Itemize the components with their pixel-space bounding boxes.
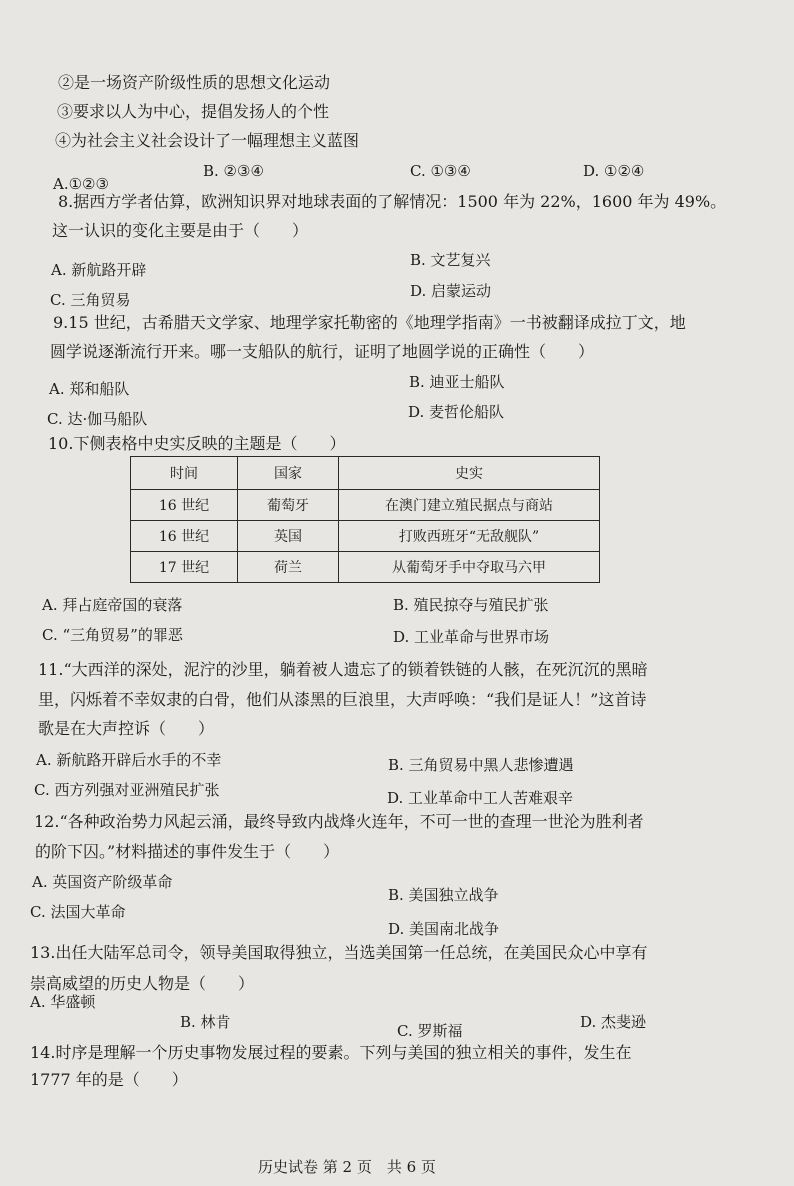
history-facts-table — [130, 456, 600, 583]
cell-time: 16 世纪 — [131, 521, 238, 552]
cell-country: 葡萄牙 — [238, 490, 339, 521]
q11-option-a: A. 新航路开辟后水手的不幸 — [36, 751, 222, 769]
q7-option-b: B. ②③④ — [203, 162, 264, 180]
q14-stem-line1: 14.时序是理解一个历史事物发展过程的要素。下列与美国的独立相关的事件，发生在 — [30, 1043, 632, 1062]
cell-fact: 打败西班牙“无敌舰队” — [339, 521, 600, 552]
q9-option-c: C. 达·伽马船队 — [47, 410, 148, 428]
q12-option-a: A. 英国资产阶级革命 — [32, 873, 173, 891]
q11-option-b: B. 三角贸易中黑人悲惨遭遇 — [388, 756, 574, 774]
q14-stem-line2: 1777 年的是（ ） — [30, 1070, 188, 1089]
q9-option-d: D. 麦哲伦船队 — [408, 403, 505, 421]
q12-option-d: D. 美国南北战争 — [388, 920, 500, 938]
q13-option-d: D. 杰斐逊 — [580, 1013, 647, 1031]
table-header-row — [131, 457, 600, 490]
cell-time: 16 世纪 — [131, 490, 238, 521]
cell-fact: 从葡萄牙手中夺取马六甲 — [339, 552, 600, 583]
q10-option-a: A. 拜占庭帝国的衰落 — [42, 596, 183, 614]
q12-option-c: C. 法国大革命 — [30, 903, 126, 921]
q11-stem-line3: 歌是在大声控诉（ ） — [38, 719, 215, 738]
q9-stem-line2: 圆学说逐渐流行开来。哪一支船队的航行，证明了地圆学说的正确性（ ） — [50, 342, 595, 361]
q13-option-b: B. 林肯 — [180, 1013, 231, 1031]
q13-stem-line1: 13.出任大陆军总司令，领导美国取得独立，当选美国第一任总统，在美国民众心中享有 — [30, 943, 648, 962]
table-row — [131, 521, 600, 552]
q12-option-b: B. 美国独立战争 — [388, 886, 499, 904]
q8-option-c: C. 三角贸易 — [50, 291, 131, 309]
header-country: 国家 — [238, 457, 339, 490]
q7-option-c: C. ①③④ — [410, 162, 471, 180]
q12-stem-line2: 的阶下囚。”材料描述的事件发生于（ ） — [35, 842, 340, 861]
q10-option-c: C. “三角贸易”的罪恶 — [42, 626, 183, 644]
option-statement-4: ④为社会主义社会设计了一幅理想主义蓝图 — [55, 131, 360, 150]
q13-option-a: A. 华盛顿 — [30, 993, 96, 1011]
page-footer: 历史试卷 第 2 页 共 6 页 — [258, 1158, 436, 1176]
q12-stem-line1: 12.“各种政治势力风起云涌，最终导致内战烽火连年，不可一世的查理一世沦为胜利者 — [34, 812, 644, 831]
q11-stem-line1: 11.“大西洋的深处，泥泞的沙里，躺着被人遗忘了的锁着铁链的人骸，在死沉沉的黑暗 — [38, 660, 648, 679]
q10-stem: 10.下侧表格中史实反映的主题是（ ） — [48, 434, 346, 453]
q11-option-d: D. 工业革命中工人苦难艰辛 — [387, 789, 574, 807]
q8-stem-line1: 8.据西方学者估算，欧洲知识界对地球表面的了解情况：1500 年为 22%，1600 年为 49%。 — [58, 192, 727, 211]
cell-time: 17 世纪 — [131, 552, 238, 583]
q8-option-b: B. 文艺复兴 — [410, 251, 491, 269]
cell-fact: 在澳门建立殖民据点与商站 — [339, 490, 600, 521]
option-statement-2: ②是一场资产阶级性质的思想文化运动 — [58, 73, 331, 92]
header-fact: 史实 — [339, 457, 600, 490]
q9-option-a: A. 郑和船队 — [49, 380, 130, 398]
q7-option-d: D. ①②④ — [583, 162, 645, 180]
q9-stem-line1: 9.15 世纪，古希腊天文学家、地理学家托勒密的《地理学指南》一书被翻译成拉丁文，地 — [53, 313, 686, 332]
q13-option-c: C. 罗斯福 — [397, 1022, 463, 1040]
cell-country: 英国 — [238, 521, 339, 552]
q9-option-b: B. 迪亚士船队 — [409, 373, 505, 391]
cell-country: 荷兰 — [238, 552, 339, 583]
q8-option-d: D. 启蒙运动 — [410, 282, 492, 300]
q8-stem-line2: 这一认识的变化主要是由于（ ） — [52, 221, 309, 240]
table-row — [131, 552, 600, 583]
header-time: 时间 — [131, 457, 238, 490]
q7-option-a: A.①②③ — [53, 175, 109, 193]
q11-option-c: C. 西方列强对亚洲殖民扩张 — [34, 781, 220, 799]
q13-stem-line2: 崇高威望的历史人物是（ ） — [30, 974, 255, 993]
q10-option-d: D. 工业革命与世界市场 — [393, 628, 550, 646]
option-statement-3: ③要求以人为中心，提倡发扬人的个性 — [57, 102, 330, 121]
q11-stem-line2: 里，闪烁着不幸奴隶的白骨，他们从漆黑的巨浪里，大声呼唤：“我们是证人！”这首诗 — [38, 690, 647, 709]
table-row — [131, 490, 600, 521]
q8-option-a: A. 新航路开辟 — [51, 261, 147, 279]
q10-option-b: B. 殖民掠夺与殖民扩张 — [393, 596, 549, 614]
